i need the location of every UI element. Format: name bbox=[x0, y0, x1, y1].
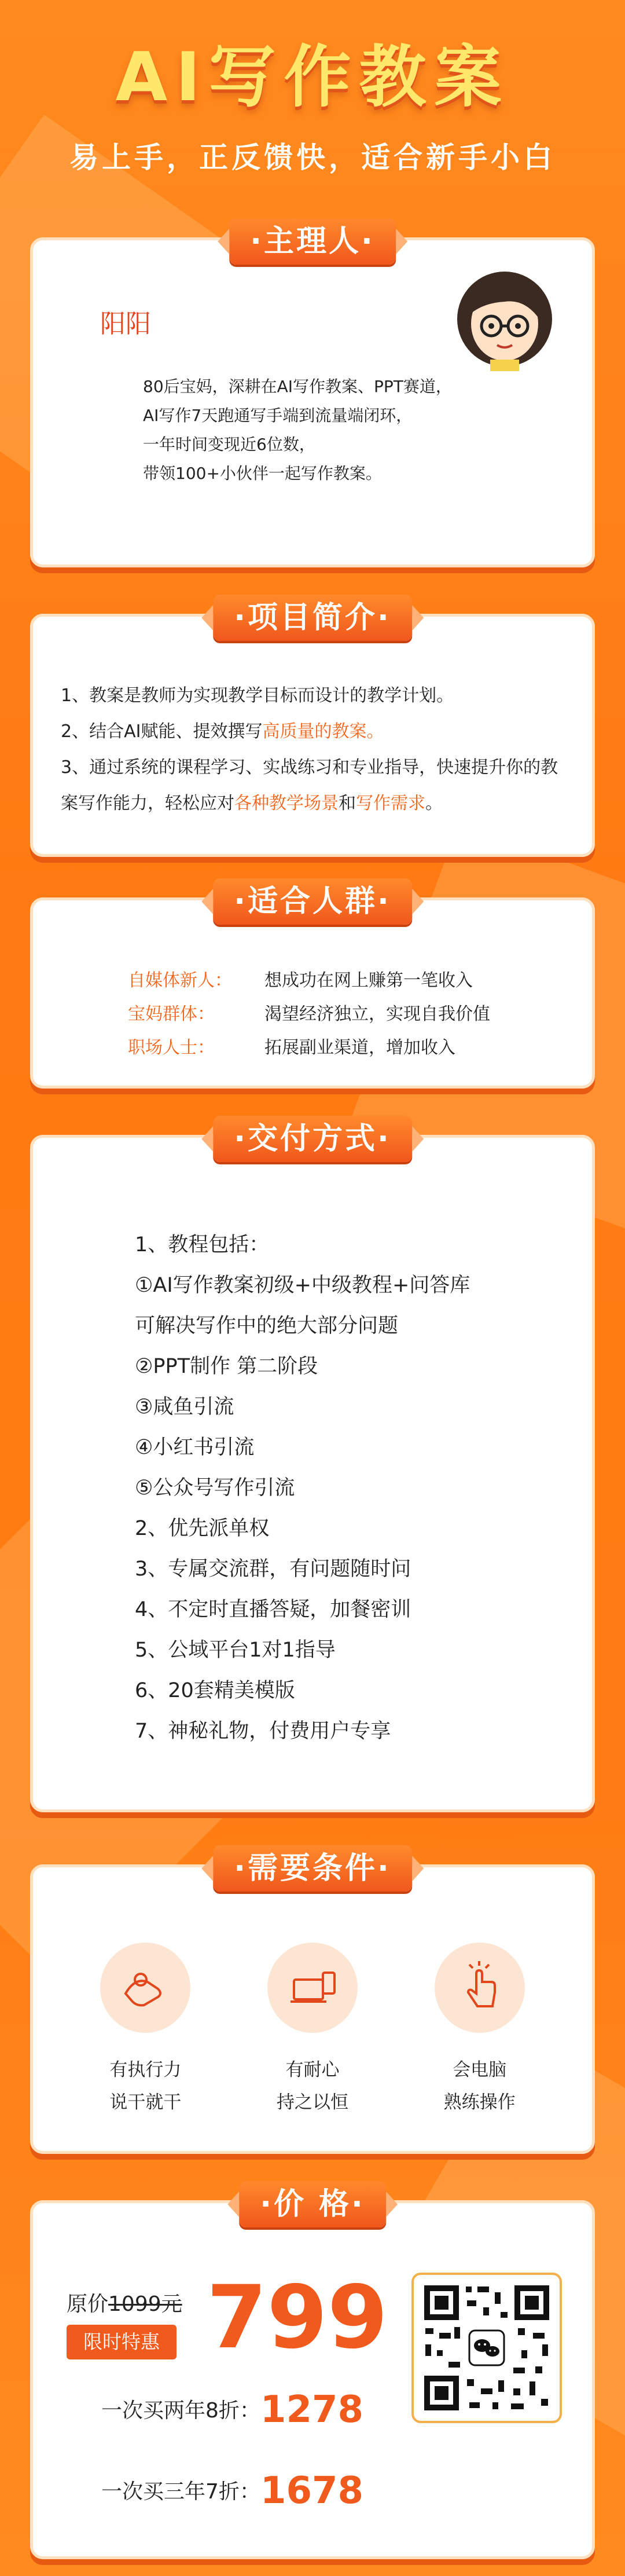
condition-item bbox=[246, 1943, 379, 2119]
condition-line2: 熟练操作 bbox=[443, 2092, 516, 2113]
list-item: 宝妈群体： 渴望经济独立，实现自我价值 bbox=[128, 1004, 490, 1024]
intro-line: 2、结合AI赋能、提效撰写高质量的教案。 bbox=[61, 721, 384, 742]
highlight-text: 高质量的教案。 bbox=[262, 721, 384, 742]
list-item: 1、教程包括： bbox=[135, 1233, 270, 1256]
section-title-intro: ·项目简介· bbox=[213, 595, 412, 641]
condition-line1: 有执行力 bbox=[109, 2060, 182, 2080]
section-title-delivery: ·交付方式· bbox=[213, 1116, 412, 1162]
host-bio bbox=[143, 372, 452, 488]
condition-line1: 有耐心 bbox=[285, 2060, 340, 2080]
condition-item bbox=[413, 1943, 546, 2119]
highlight-text: 各种教学场景 bbox=[234, 793, 339, 814]
limited-offer-badge: 限时特惠 bbox=[67, 2325, 177, 2359]
original-price: 原价1099元 bbox=[67, 2292, 182, 2316]
host-bio-line: 一年时间变现近6位数， bbox=[143, 435, 315, 454]
condition-line2: 说干就干 bbox=[109, 2092, 182, 2113]
page-subtitle: 易上手，正反馈快，适合新手小白 bbox=[69, 141, 556, 174]
intro-line: 1、教案是教师为实现教学目标而设计的教学计划。 bbox=[61, 686, 454, 706]
host-bio-line: AI写作7天跑通写手端到流量端闭环， bbox=[143, 406, 413, 425]
section-title-conditions: ·需要条件· bbox=[213, 1845, 412, 1892]
qr-code[interactable] bbox=[411, 2273, 562, 2423]
list-item: 7、神秘礼物，付费用户专享 bbox=[135, 1720, 391, 1743]
intro-card bbox=[30, 600, 595, 857]
list-item: ⑤公众号写作引流 bbox=[135, 1476, 295, 1500]
list-item: ④小红书引流 bbox=[135, 1436, 255, 1459]
delivery-list bbox=[135, 1225, 470, 1751]
conditions-list bbox=[33, 1943, 592, 2119]
audience-card bbox=[30, 884, 595, 1089]
host-name: 阳阳 bbox=[100, 309, 151, 339]
condition-line1: 会电脑 bbox=[453, 2060, 507, 2080]
list-item: ①AI写作教案初级+中级教程+问答库 bbox=[135, 1274, 470, 1297]
intro-text bbox=[61, 678, 569, 822]
host-bio-line: 80后宝妈，深耕在AI写作教案、PPT赛道， bbox=[143, 377, 452, 396]
list-item: 可解决写作中的绝大部分问题 bbox=[135, 1314, 399, 1338]
original-price-value: 1099元 bbox=[108, 2292, 182, 2316]
list-item: 4、不定时直播答疑，加餐密训 bbox=[135, 1598, 411, 1621]
two-year-deal: 一次买两年8折：1278 bbox=[101, 2388, 364, 2431]
section-title-host: ·主理人· bbox=[229, 218, 396, 265]
condition-line2: 持之以恒 bbox=[276, 2092, 348, 2113]
section-title-price: ·价 格· bbox=[239, 2181, 386, 2227]
list-item: 职场人士： 拓展副业渠道，增加收入 bbox=[128, 1038, 455, 1058]
handshake-icon bbox=[100, 1943, 190, 2033]
highlight-text: 写作需求 bbox=[356, 793, 425, 814]
list-item: ③咸鱼引流 bbox=[135, 1395, 234, 1419]
list-item: 5、公域平台1对1指导 bbox=[135, 1639, 336, 1662]
page-title: AI写作教案 bbox=[115, 38, 510, 116]
conditions-card bbox=[30, 1851, 595, 2154]
delivery-card bbox=[30, 1122, 595, 1812]
price-card bbox=[30, 2187, 595, 2559]
host-bio-line: 带领100+小伙伴一起写作教案。 bbox=[143, 464, 382, 483]
tap-hand-icon bbox=[435, 1943, 525, 2033]
avatar bbox=[450, 261, 560, 371]
two-year-price: 1278 bbox=[260, 2388, 364, 2431]
audience-list bbox=[128, 964, 490, 1065]
list-item: ②PPT制作 第二阶段 bbox=[135, 1355, 318, 1378]
list-item: 6、20套精美模版 bbox=[135, 1679, 295, 1702]
list-item: 2、优先派单权 bbox=[135, 1517, 270, 1540]
three-year-deal: 一次买三年7折：1678 bbox=[101, 2469, 364, 2512]
list-item: 3、专属交流群，有问题随时问 bbox=[135, 1558, 411, 1581]
host-card bbox=[30, 224, 595, 567]
condition-item bbox=[79, 1943, 212, 2119]
section-title-audience: ·适合人群· bbox=[213, 878, 412, 925]
current-price: 799 bbox=[207, 2267, 388, 2368]
devices-icon bbox=[267, 1943, 358, 2033]
three-year-price: 1678 bbox=[260, 2469, 364, 2512]
list-item: 自媒体新人： 想成功在网上赚第一笔收入 bbox=[128, 970, 473, 991]
intro-line: 3、通过系统的课程学习、实战练习和专业指导，快速提升你的教案写作能力，轻松应对各种教学场景和写作需求。 bbox=[61, 757, 558, 814]
